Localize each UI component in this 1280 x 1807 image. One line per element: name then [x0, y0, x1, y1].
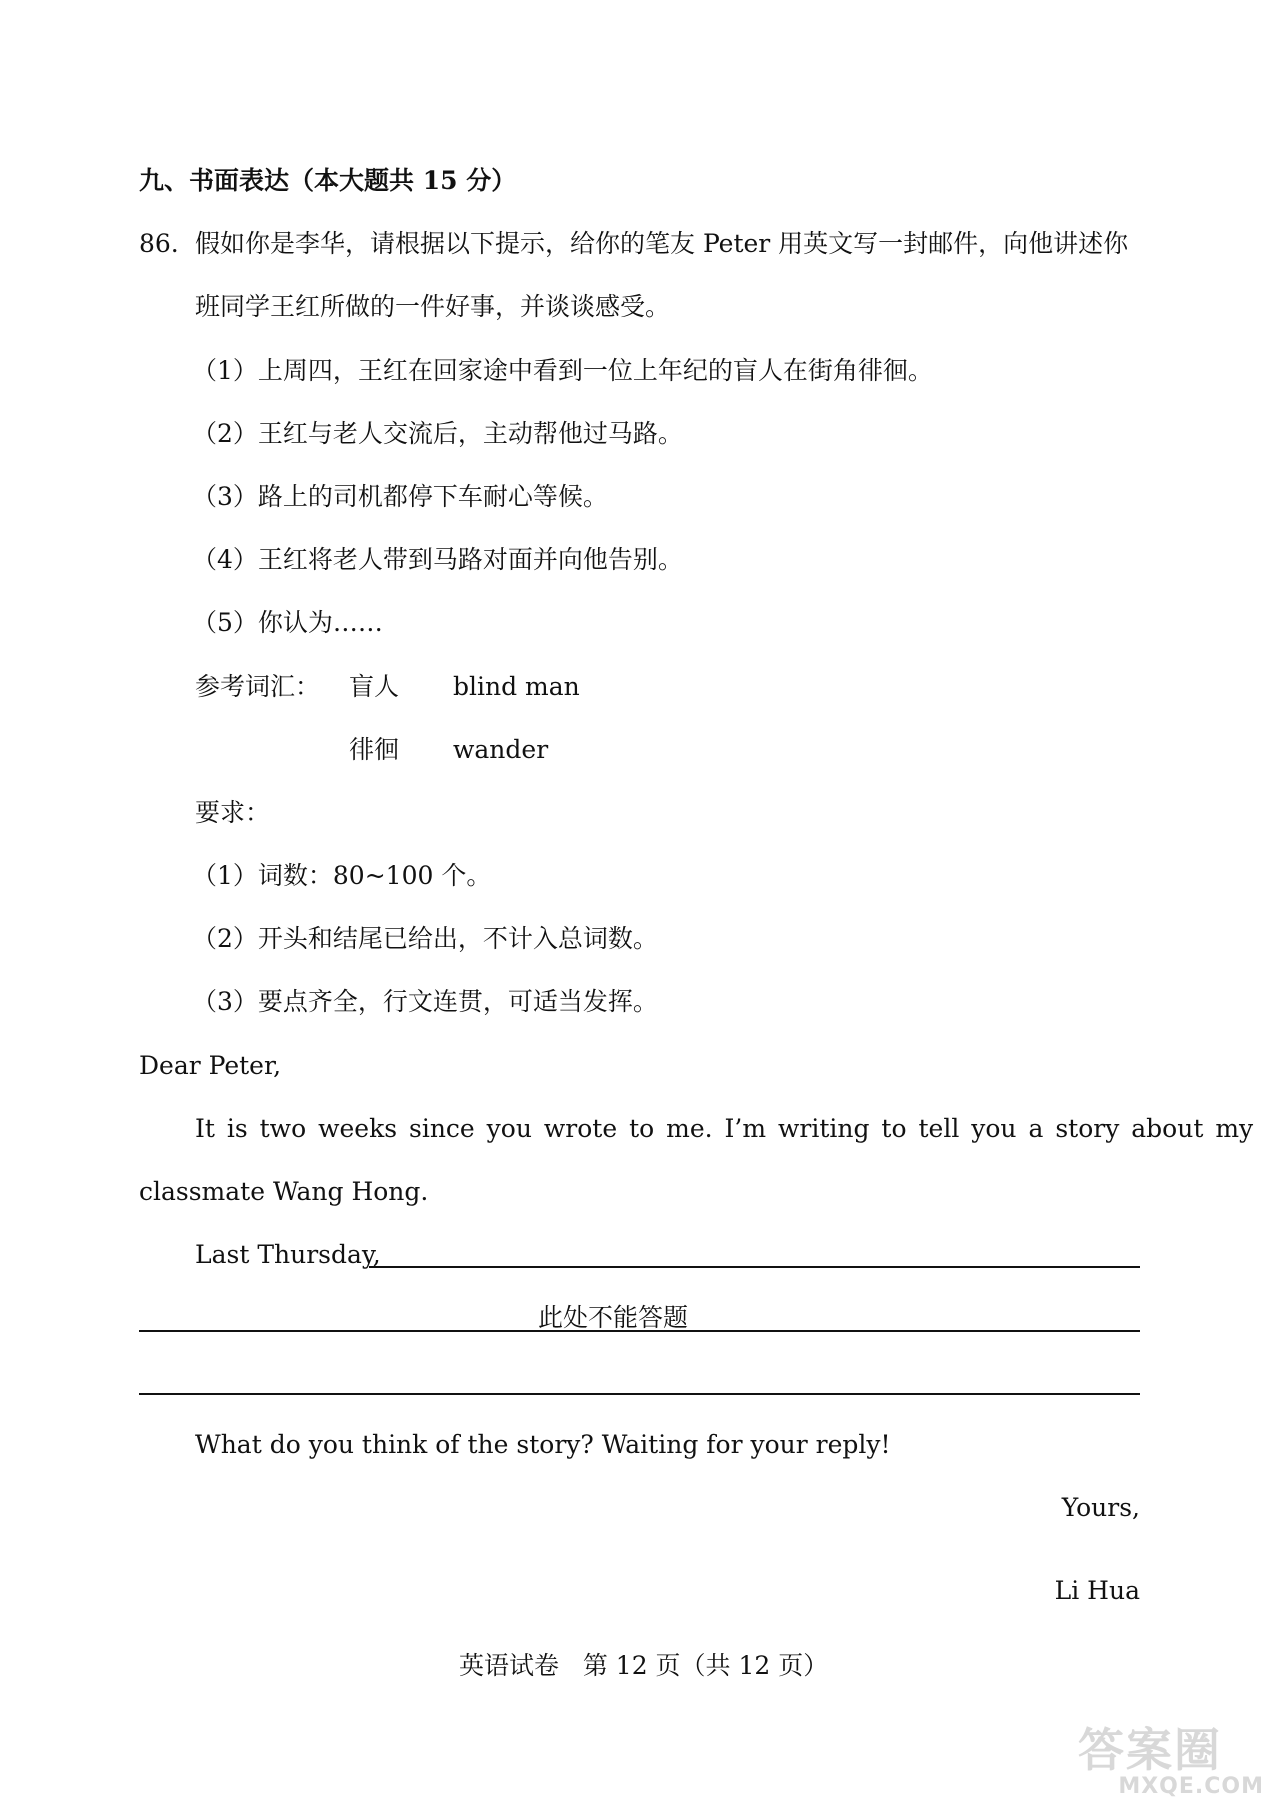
- question-prompt-line2: 班同学王红所做的一件好事，并谈谈感受。: [195, 292, 671, 321]
- no-answer-note: 此处不能答题: [538, 1303, 689, 1332]
- requirement-item: （1）词数：80~100 个。: [192, 861, 492, 890]
- vocab-en: wander: [453, 735, 549, 764]
- section-title: 九、书面表达（本大题共 15 分）: [139, 166, 517, 195]
- letter-paragraph-line2: classmate Wang Hong.: [139, 1177, 429, 1206]
- hint-item: （4）王红将老人带到马路对面并向他告别。: [192, 545, 683, 574]
- hint-item: （5）你认为……: [192, 608, 383, 637]
- letter-closing-line: What do you think of the story? Waiting for your reply!: [195, 1430, 891, 1459]
- question-prompt-line1: 假如你是李华，请根据以下提示，给你的笔友 Peter 用英文写一封邮件，向他讲述你: [195, 229, 1129, 258]
- letter-paragraph-line1: It is two weeks since you wrote to me. I’m writing to tell you a story about my: [195, 1114, 1254, 1143]
- requirement-item: （3）要点齐全，行文连贯，可适当发挥。: [192, 987, 658, 1016]
- vocab-zh: 徘徊: [349, 735, 400, 764]
- hint-item: （3）路上的司机都停下车耐心等候。: [192, 482, 608, 511]
- hint-item: （2）王红与老人交流后，主动帮他过马路。: [192, 419, 683, 448]
- letter-signature: Li Hua: [1054, 1576, 1140, 1605]
- letter-start: Last Thursday,: [195, 1240, 381, 1269]
- page-footer: 英语试卷 第 12 页（共 12 页）: [459, 1651, 829, 1680]
- hint-item: （1）上周四，王红在回家途中看到一位上年纪的盲人在街角徘徊。: [192, 356, 933, 385]
- requirement-item: （2）开头和结尾已给出，不计入总词数。: [192, 924, 658, 953]
- requirements-label: 要求：: [195, 798, 271, 827]
- letter-sign-off: Yours,: [1061, 1493, 1140, 1522]
- letter-greeting: Dear Peter,: [139, 1051, 282, 1080]
- question-number: 86.: [139, 229, 179, 258]
- answer-line: [139, 1393, 1140, 1395]
- answer-line: [139, 1330, 1140, 1332]
- watermark-logo: 答案圈 MXQE.COM: [1078, 1723, 1264, 1799]
- answer-line: [369, 1266, 1140, 1268]
- vocab-zh: 盲人: [349, 672, 400, 701]
- vocab-en: blind man: [453, 672, 580, 701]
- vocab-label: 参考词汇：: [195, 672, 321, 701]
